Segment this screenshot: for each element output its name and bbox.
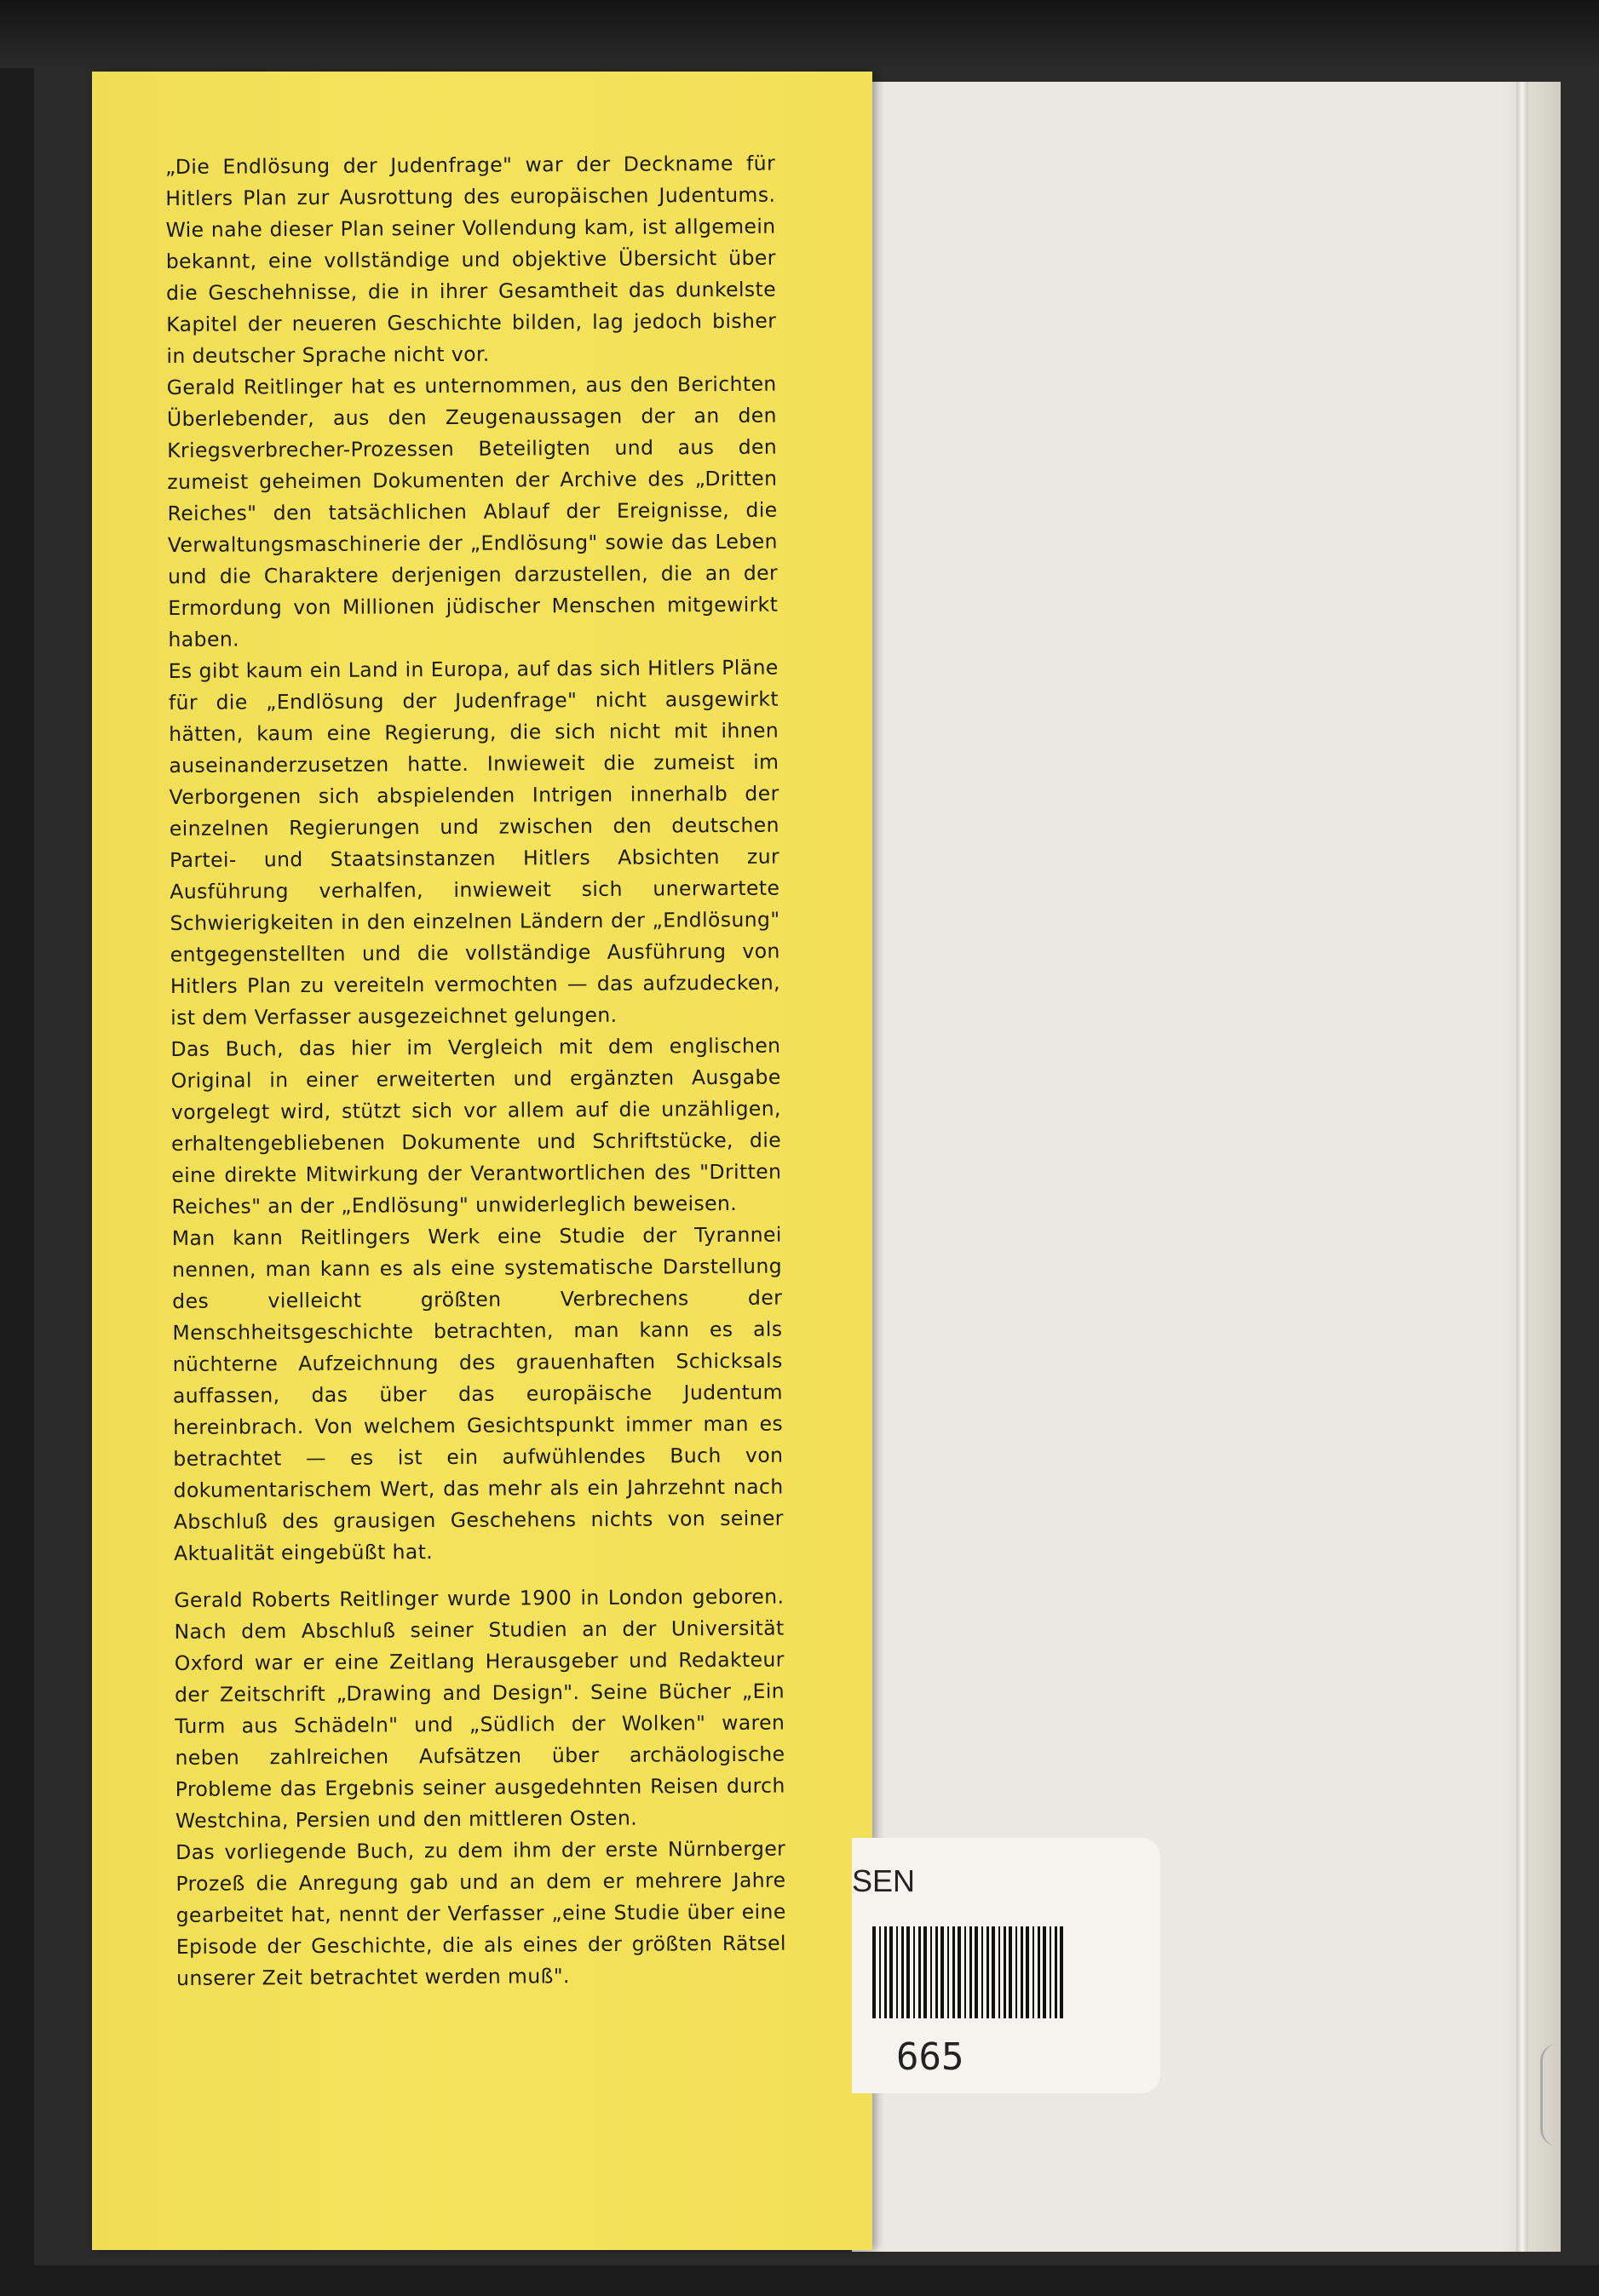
blurb-paragraph-5: Man kann Reitlingers Werk eine Studie der Tyrannei nennen, man kann es als eine systematische Darstellung des vielleicht größten Verbrechens der Menschheitsgeschichte betrachten, man kann es als nüchterne Aufzeichnung des grauenhaften Schicksals auffassen, das über das europäische Judentum hereinbrach. Von welchem Gesichtspunkt immer man es betrachtet — es ist ein aufwühlendes Buch von dokumentarischem Wert, das mehr als ein Jahrzehnt nach Abschluß des grausigen Geschehens nichts von seiner Aktualität eingebüßt hat.	[171, 1222, 784, 1565]
spine-fold	[1516, 82, 1528, 2252]
flap-blurb	[165, 148, 786, 1995]
pencil-mark	[1540, 2044, 1577, 2146]
blurb-paragraph-2: Gerald Reitlinger hat es unternommen, aus den Berichten Überlebender, aus den Zeugenaussagen der an den Kriegsverbrecher-Prozessen Beteiligten und aus den zumeist geheimen Dokumenten der Archive des „Dritten Reiches" den tatsächlichen Ablauf der Ereignisse, die Verwaltungsmaschinerie der „Endlösung" sowie das Leben und die Charaktere derjenigen darzustellen, die an der Ermordung von Millionen jüdischer Menschen mitgewirkt haben.	[166, 371, 779, 651]
cover-edge	[0, 0, 1599, 68]
library-label-number: 665	[896, 2035, 964, 2079]
library-label-text: SEN	[852, 1863, 916, 1898]
blurb-paragraph-3: Es gibt kaum ein Land in Europa, auf das sich Hitlers Pläne für die „Endlösung der Judenfrage" nicht ausgewirkt hätten, kaum eine Regierung, die sich nicht mit ihnen auseinanderzusetzen hatte. Inwieweit die zumeist im Verborgenen sich abspielenden Intrigen innerhalb der einzelnen Regierungen und zwischen den deutschen Partei- und Staatsinstanzen Hitlers Absichten zur Ausführung verhalfen, inwieweit sich unerwartete Schwierigkeiten in den einzelnen Ländern der „Endlösung" entgegenstellten und die vollständige Ausführung von Hitlers Plan zu vereiteln vermochten — das aufzudecken, ist dem Verfasser ausgezeichnet gelungen.	[168, 655, 781, 1030]
blurb-paragraph-4: Das Buch, das hier im Vergleich mit dem englischen Original in einer erweiterten und ergänzten Ausgabe vorgelegt wird, stützt sich vor allem auf die unzähligen, erhaltengebliebenen Dokumente und Schriftstücke, die eine direkte Mitwirkung der Verantwortlichen des "Dritten Reiches" an der „Endlösung" unwiderleglich beweisen.	[170, 1033, 782, 1219]
blurb-paragraph-1: „Die Endlösung der Judenfrage" war der Deckname für Hitlers Plan zur Ausrottung des europäischen Judentums. Wie nahe dieser Plan seiner Vollendung kam, ist allgemein bekannt, eine vollständige und objektive Übersicht über die Geschehnisse, die in ihrer Gesamtheit das dunkelste Kapitel der neueren Geschichte bilden, lag jedoch bisher in deutscher Sprache nicht vor.	[165, 151, 777, 368]
author-bio-paragraph-1: Gerald Roberts Reitlinger wurde 1900 in London geboren. Nach dem Abschluß seiner Studien an der Universität Oxford war er eine Zeitlang Herausgeber und Redakteur der Zeitschrift „Drawing and Design". Seine Bücher „Ein Turm aus Schädeln" und „Südlich der Wolken" waren neben zahlreichen Aufsätzen über archäologische Probleme das Ergebnis seiner ausgedehnten Reisen durch Westchina, Persien und den mittleren Osten.	[174, 1584, 785, 1833]
author-bio-paragraph-2: Das vorliegende Buch, zu dem ihm der erste Nürnberger Prozeß die Anregung gab und an dem er mehrere Jahre gearbeitet hat, nennt der Verfasser „eine Studie über eine Episode der Geschichte, die als eines der größten Rätsel unserer Zeit betrachtet werden muß".	[175, 1836, 786, 1990]
barcode-icon	[872, 1926, 1065, 2018]
